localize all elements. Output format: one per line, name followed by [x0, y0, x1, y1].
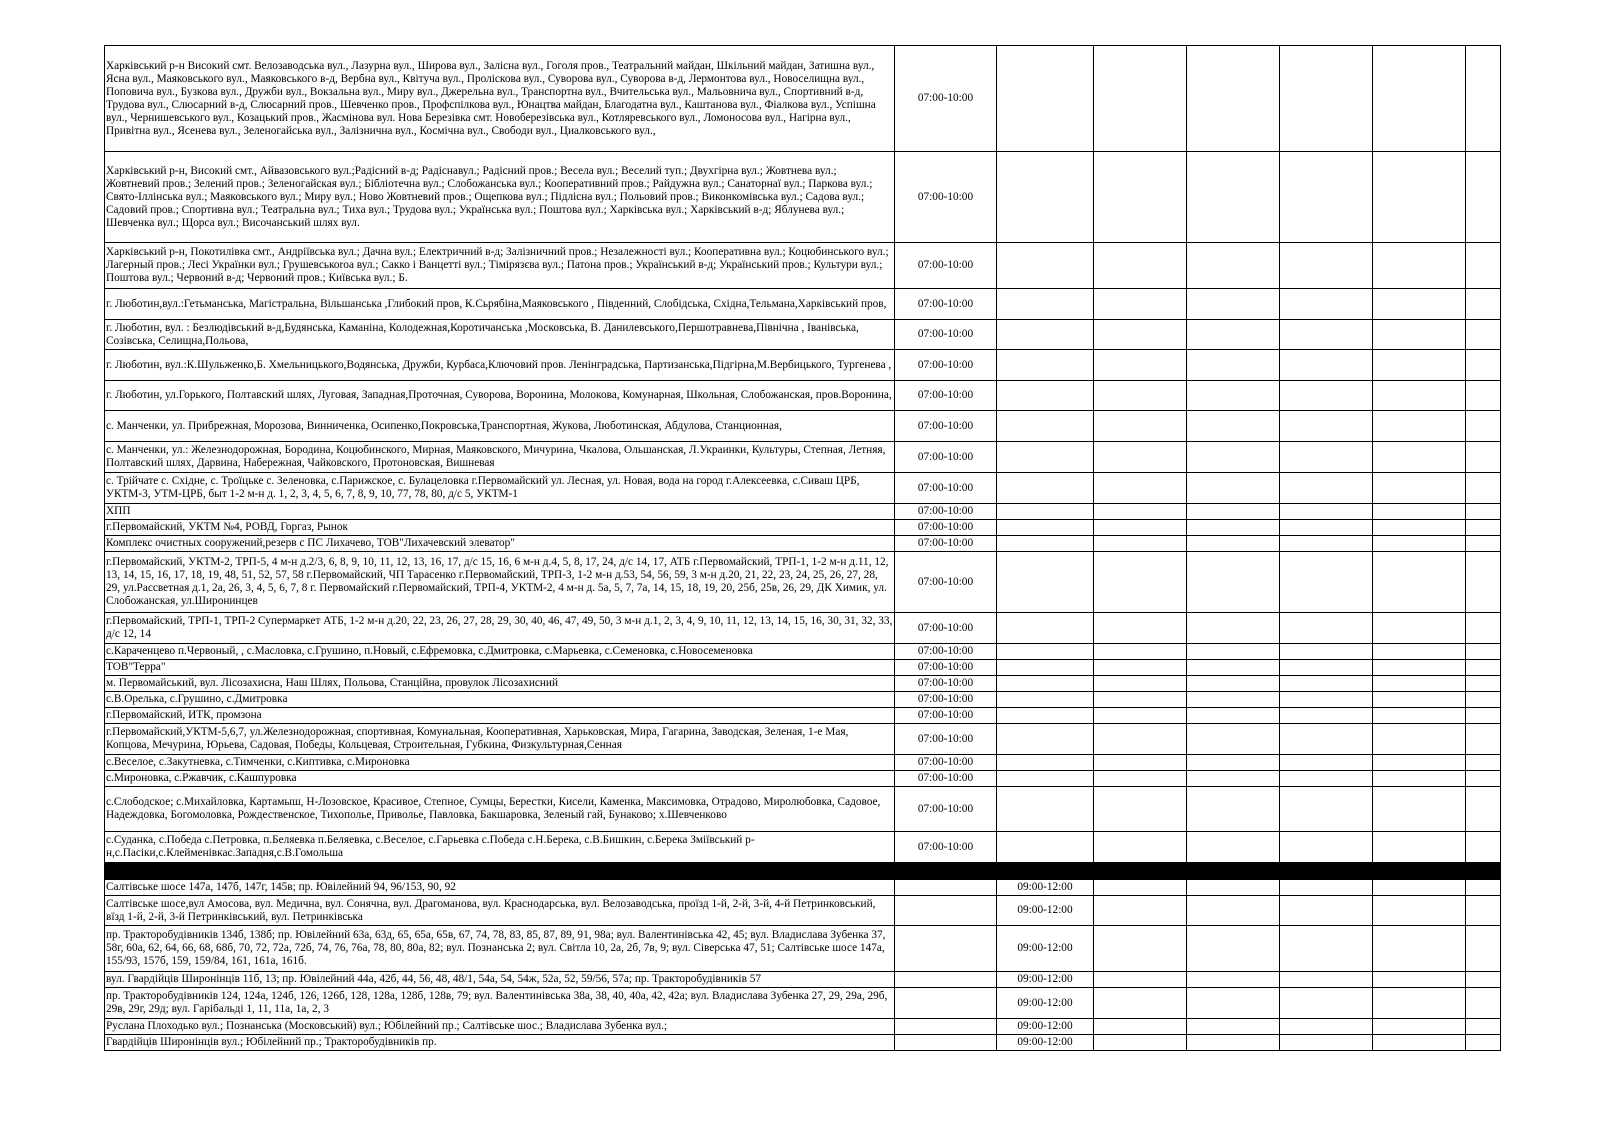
empty-cell	[1094, 381, 1187, 411]
empty-cell	[1280, 724, 1373, 755]
empty-cell	[1187, 787, 1280, 832]
section-divider-cell	[105, 863, 1501, 880]
time-cell-day2	[997, 552, 1094, 613]
time-cell-day1: 07:00-10:00	[895, 787, 997, 832]
time-cell-day1	[895, 988, 997, 1019]
empty-cell	[1373, 152, 1466, 243]
empty-cell	[1280, 988, 1373, 1019]
empty-cell	[1373, 552, 1466, 613]
table-row	[105, 676, 1501, 692]
empty-cell	[1094, 289, 1187, 320]
empty-cell	[1094, 832, 1187, 863]
empty-cell	[1187, 350, 1280, 381]
empty-cell	[1466, 289, 1501, 320]
empty-cell	[1187, 926, 1280, 972]
time-cell-day1: 07:00-10:00	[895, 350, 997, 381]
empty-cell	[1373, 46, 1466, 152]
empty-cell	[1280, 613, 1373, 644]
address-cell: с. Трійчате с. Східне, с. Троїцьке с. Зеленовка, с.Парижское, с. Булацеловка г.Первомайский ул. Лесная, ул. Новая, вода на город г.Алексеевка, с.Сиваш ЦРБ, УКТМ-3, УТМ-ЦРБ, быт 1-2 м-н д. 1, 2, 3, 4, 5, 6, 7, 8, 9, 10, 77, 78, 80, д/с 5, УКТМ-1	[105, 473, 895, 504]
empty-cell	[1373, 787, 1466, 832]
empty-cell	[1280, 787, 1373, 832]
table-row	[105, 381, 1501, 411]
empty-cell	[1094, 243, 1187, 289]
empty-cell	[1187, 411, 1280, 442]
address-cell: Салтівське шосе,вул Амосова, вул. Медична, вул. Сонячна, вул. Драгоманова, вул. Краснодарська, вул. Велозаводська, проїзд 1-й, 2-й, 3-й, 4-й Петринковський, вїзд 1-й, 2-й, 3-й Петринківський, вул. Петринківська	[105, 896, 895, 926]
empty-cell	[1280, 536, 1373, 552]
empty-cell	[1187, 708, 1280, 724]
empty-cell	[1466, 988, 1501, 1019]
empty-cell	[1094, 1019, 1187, 1035]
empty-cell	[1094, 676, 1187, 692]
outage-schedule-table	[104, 45, 1501, 1051]
time-cell-day1: 07:00-10:00	[895, 442, 997, 473]
time-cell-day2	[997, 692, 1094, 708]
empty-cell	[1280, 552, 1373, 613]
table-row	[105, 320, 1501, 350]
table-row	[105, 243, 1501, 289]
empty-cell	[1466, 1035, 1501, 1051]
time-cell-day2	[997, 660, 1094, 676]
empty-cell	[1094, 988, 1187, 1019]
time-cell-day1	[895, 880, 997, 896]
time-cell-day1	[895, 1019, 997, 1035]
time-cell-day1: 07:00-10:00	[895, 473, 997, 504]
empty-cell	[1187, 320, 1280, 350]
time-cell-day2	[997, 771, 1094, 787]
empty-cell	[1280, 152, 1373, 243]
empty-cell	[1187, 152, 1280, 243]
empty-cell	[1280, 350, 1373, 381]
empty-cell	[1094, 411, 1187, 442]
table-row	[105, 724, 1501, 755]
empty-cell	[1466, 411, 1501, 442]
empty-cell	[1466, 660, 1501, 676]
empty-cell	[1373, 880, 1466, 896]
address-cell: Руслана Плоходько вул.; Познанська (Московський) вул.; Юбілейний пр.; Салтівське шос.; Владислава Зубенка вул.;	[105, 1019, 895, 1035]
empty-cell	[1280, 708, 1373, 724]
empty-cell	[1280, 520, 1373, 536]
empty-cell	[1094, 926, 1187, 972]
empty-cell	[1187, 755, 1280, 771]
empty-cell	[1187, 692, 1280, 708]
time-cell-day1: 07:00-10:00	[895, 676, 997, 692]
address-cell: Харківський р-н Високий смт. Велозаводська вул., Лазурна вул., Широва вул., Залісна вул., Гоголя пров., Театральний майдан, Шкільний майдан, Затишна вул., Ясна вул., Маяковського вул., Маяковського в-д, Вербна вул., Квітуча вул., Пролісковa вул., Суворова вул., Суворова в-д, Лермонтова вул., Новоселищна вул., Поповича вул., Бузкова вул., Дружби вул., Вокзальна вул., Миру вул., Джерельна вул., Транспортна вул., Вчительська вул., Мальовнича вул., Спортивний в-д, Трудова вул., Слюсарний в-д, Слюсарний пров., Шевченко пров., Профспілкова вул., Юнацтва майдан, Благодатна вул., Каштанова вул., Фіалкова вул., Успішна вул., Чернишевського вул., Козацький пров., Жасмінова вул. Нова Березівка смт. Новоберезівська вул., Котляревського вул., Ломоносова вул., Нагірна вул., Привітна вул., Ясенева вул., Зеленогайська вул., Залізнична вул., Космічна вул., Свободи вул., Циалковського вул.,	[105, 46, 895, 152]
address-cell: с. Манченки, ул. Прибрежная, Морозова, Винниченка, Осипенко,Покровська,Транспортная, Жукова, Люботинская, Абдулова, Станционная,	[105, 411, 895, 442]
empty-cell	[1280, 46, 1373, 152]
table-row	[105, 520, 1501, 536]
time-cell-day2	[997, 152, 1094, 243]
time-cell-day2	[997, 708, 1094, 724]
time-cell-day1: 07:00-10:00	[895, 152, 997, 243]
empty-cell	[1466, 320, 1501, 350]
empty-cell	[1466, 243, 1501, 289]
time-cell-day2	[997, 520, 1094, 536]
empty-cell	[1094, 1035, 1187, 1051]
address-cell: м. Первомайський, вул. Лісозахисна, Наш Шлях, Польова, Станційна, провулок Лісозахисний	[105, 676, 895, 692]
empty-cell	[1373, 381, 1466, 411]
empty-cell	[1373, 504, 1466, 520]
time-cell-day1	[895, 972, 997, 988]
empty-cell	[1373, 644, 1466, 660]
schedule-rows	[105, 46, 1501, 1051]
empty-cell	[1187, 676, 1280, 692]
time-cell-day1: 07:00-10:00	[895, 832, 997, 863]
empty-cell	[1280, 926, 1373, 972]
address-cell: г. Люботин, вул.:К.Шульженко,Б. Хмельницького,Водянська, Дружби, Курбаса,Ключовий пров. Ленінградська, Партизанська,Підгірна,М.Вербицького, Тургенева ,	[105, 350, 895, 381]
empty-cell	[1373, 520, 1466, 536]
address-cell: с.Суданка, с.Победа с.Петровка, п.Беляевка п.Беляевка, с.Веселое, с.Гарьевка с.Победа с.Н.Берека, с.В.Бишкин, с.Берека Зміївський р-н,с.Пасіки,с.Клейменівкас.Западня,с.В.Гомольша	[105, 832, 895, 863]
empty-cell	[1280, 289, 1373, 320]
empty-cell	[1373, 613, 1466, 644]
time-cell-day2	[997, 381, 1094, 411]
empty-cell	[1280, 644, 1373, 660]
empty-cell	[1373, 350, 1466, 381]
empty-cell	[1466, 552, 1501, 613]
empty-cell	[1094, 755, 1187, 771]
time-cell-day2	[997, 243, 1094, 289]
time-cell-day1: 07:00-10:00	[895, 724, 997, 755]
empty-cell	[1466, 613, 1501, 644]
time-cell-day2: 09:00-12:00	[997, 926, 1094, 972]
address-cell: г.Первомайский,УКТМ-5,6,7, ул.Железнодорожная, спортивная, Комунальная, Кооперативная, Харьковская, Мира, Гагарина, Заводская, Зеленая, 1-е Мая, Копцова, Мечурина, Юрьева, Садовая, Победы, Кольцевая, Строительная, Губкина, Физкультурная,Сенная	[105, 724, 895, 755]
empty-cell	[1094, 46, 1187, 152]
empty-cell	[1187, 442, 1280, 473]
empty-cell	[1187, 46, 1280, 152]
time-cell-day2	[997, 676, 1094, 692]
empty-cell	[1094, 442, 1187, 473]
time-cell-day2: 09:00-12:00	[997, 972, 1094, 988]
address-cell: Харківський р-н, Високий смт., Айвазовського вул.;Радісний в-д; Радіснавул.; Радісний пров.; Весела вул.; Веселий туп.; Двухгірна вул.; Жовтнева вул.; Жовтневий пров.; Зелений пров.; Зеленогайская вул.; Бібліотечна вул.; Слобожанська вул.; Кооперативний пров.; Райдужна вул.; Санаторнаї вул.; Паркова вул.; Свято-Іллінська вул.; Маяковського вул.; Миру вул.; Ново Жовтневий пров.; Ощепкова вул.; Підлісна вул.; Польовий пров.; Виконкомівська вул.; Садова вул.; Садовий пров.; Спортивна вул.; Театральна вул.; Тиха вул.; Трудова вул.; Українська вул.; Поштова вул.; Харківська вул.; Харківський в-д; Яблунева вул.; Шевченка вул.; Щорса вул.; Височанський шлях вул.	[105, 152, 895, 243]
empty-cell	[1187, 660, 1280, 676]
time-cell-day2	[997, 46, 1094, 152]
time-cell-day1	[895, 1035, 997, 1051]
time-cell-day1: 07:00-10:00	[895, 46, 997, 152]
address-cell: г. Люботин, ул.Горького, Полтавский шлях, Луговая, Западная,Проточная, Суворова, Воронина, Молокова, Комунарная, Школьная, Слобожанская, пров.Воронина,	[105, 381, 895, 411]
empty-cell	[1094, 504, 1187, 520]
time-cell-day1: 07:00-10:00	[895, 320, 997, 350]
empty-cell	[1094, 473, 1187, 504]
empty-cell	[1373, 724, 1466, 755]
time-cell-day2	[997, 411, 1094, 442]
empty-cell	[1094, 724, 1187, 755]
address-cell: г. Люботин, вул. : Безлюдівський в-д,Будянська, Каманіна, Колодежная,Коротичанська ,Московська, В. Данилевського,Першотравнева,Північна , Іванівська, Созівська, Селищна,Польова,	[105, 320, 895, 350]
empty-cell	[1373, 473, 1466, 504]
empty-cell	[1187, 724, 1280, 755]
empty-cell	[1373, 536, 1466, 552]
empty-cell	[1187, 1019, 1280, 1035]
table-row	[105, 692, 1501, 708]
table-row	[105, 972, 1501, 988]
table-row	[105, 152, 1501, 243]
empty-cell	[1466, 381, 1501, 411]
empty-cell	[1466, 926, 1501, 972]
time-cell-day2: 09:00-12:00	[997, 1019, 1094, 1035]
empty-cell	[1466, 832, 1501, 863]
empty-cell	[1373, 926, 1466, 972]
table-row	[105, 708, 1501, 724]
empty-cell	[1373, 442, 1466, 473]
table-row	[105, 442, 1501, 473]
empty-cell	[1280, 1019, 1373, 1035]
time-cell-day1: 07:00-10:00	[895, 771, 997, 787]
empty-cell	[1466, 755, 1501, 771]
empty-cell	[1094, 552, 1187, 613]
address-cell: г.Первомайский, УКТМ №4, РОВД, Горгаз, Рынок	[105, 520, 895, 536]
table-row	[105, 988, 1501, 1019]
address-cell: с.Слободское; с.Михайловка, Картамыш, Н-Лозовское, Красивое, Степное, Сумцы, Берестки, Кисели, Каменка, Максимовка, Отрадово, Миролюбовка, Садовое, Надеждовка, Богомоловка, Рождественское, Тихополье, Приволье, Павловка, Бакшаровка, Зеленый гай, Бунаково; х.Шевченково	[105, 787, 895, 832]
time-cell-day1: 07:00-10:00	[895, 289, 997, 320]
empty-cell	[1280, 442, 1373, 473]
empty-cell	[1373, 896, 1466, 926]
address-cell: Салтівське шосе 147а, 147б, 147г, 145в; пр. Ювілейний 94, 96/153, 90, 92	[105, 880, 895, 896]
empty-cell	[1094, 771, 1187, 787]
empty-cell	[1466, 880, 1501, 896]
empty-cell	[1373, 411, 1466, 442]
empty-cell	[1094, 152, 1187, 243]
empty-cell	[1094, 880, 1187, 896]
address-cell: Гвардійців Широнінців вул.; Юбілейний пр.; Тракторобудівників пр.	[105, 1035, 895, 1051]
empty-cell	[1187, 771, 1280, 787]
empty-cell	[1466, 442, 1501, 473]
empty-cell	[1466, 473, 1501, 504]
empty-cell	[1280, 381, 1373, 411]
address-cell: Комплекс очистных сооружений,резерв с ПС Лихачево, ТОВ"Лихачевский элеватор"	[105, 536, 895, 552]
empty-cell	[1094, 896, 1187, 926]
empty-cell	[1187, 896, 1280, 926]
address-cell: с.Караченцево п.Червоный, , с.Масловка, с.Грушино, п.Новый, с.Ефремовка, с.Дмитровка, с.Марьевка, с.Семеновка, с.Новосеменовка	[105, 644, 895, 660]
table-row	[105, 896, 1501, 926]
empty-cell	[1466, 787, 1501, 832]
time-cell-day2	[997, 787, 1094, 832]
empty-cell	[1187, 381, 1280, 411]
empty-cell	[1280, 504, 1373, 520]
address-cell: с.Веселое, с.Закутневка, с.Тимченки, с.Киптивка, с.Мироновка	[105, 755, 895, 771]
empty-cell	[1280, 320, 1373, 350]
address-cell: г.Первомайский, ТРП-1, ТРП-2 Супермаркет АТБ, 1-2 м-н д.20, 22, 23, 26, 27, 28, 29, 30, 40, 46, 47, 49, 50, 3 м-н д.1, 2, 3, 4, 9, 10, 11, 12, 13, 14, 15, 16, 30, 31, 32, 33, д/с 12, 14	[105, 613, 895, 644]
table-row	[105, 755, 1501, 771]
empty-cell	[1280, 880, 1373, 896]
time-cell-day2: 09:00-12:00	[997, 880, 1094, 896]
section-divider	[105, 863, 1501, 880]
time-cell-day2	[997, 755, 1094, 771]
time-cell-day2	[997, 644, 1094, 660]
empty-cell	[1280, 832, 1373, 863]
empty-cell	[1466, 708, 1501, 724]
empty-cell	[1187, 504, 1280, 520]
empty-cell	[1094, 350, 1187, 381]
empty-cell	[1280, 1035, 1373, 1051]
empty-cell	[1094, 660, 1187, 676]
empty-cell	[1187, 832, 1280, 863]
time-cell-day2	[997, 613, 1094, 644]
empty-cell	[1373, 988, 1466, 1019]
empty-cell	[1373, 832, 1466, 863]
time-cell-day2	[997, 724, 1094, 755]
empty-cell	[1466, 350, 1501, 381]
empty-cell	[1187, 988, 1280, 1019]
empty-cell	[1094, 520, 1187, 536]
empty-cell	[1280, 411, 1373, 442]
empty-cell	[1373, 289, 1466, 320]
empty-cell	[1373, 320, 1466, 350]
empty-cell	[1466, 520, 1501, 536]
empty-cell	[1373, 1019, 1466, 1035]
time-cell-day1: 07:00-10:00	[895, 692, 997, 708]
address-cell: с. Манченки, ул.: Железнодорожная, Бородина, Коцюбинского, Мирная, Маяковского, Мичурина, Чкалова, Ольшанская, Л.Украинки, Культуры, Степная, Летняя, Полтавский шлях, Дарвина, Набережная, Чайковского, Протоновская, Вишневая	[105, 442, 895, 473]
time-cell-day1: 07:00-10:00	[895, 708, 997, 724]
empty-cell	[1187, 972, 1280, 988]
address-cell: с.В.Орелька, с.Грушино, с.Дмитровка	[105, 692, 895, 708]
table-row	[105, 46, 1501, 152]
time-cell-day2: 09:00-12:00	[997, 1035, 1094, 1051]
empty-cell	[1280, 755, 1373, 771]
empty-cell	[1280, 692, 1373, 708]
empty-cell	[1187, 289, 1280, 320]
empty-cell	[1280, 972, 1373, 988]
table-row	[105, 552, 1501, 613]
address-cell: Харківський р-н, Покотилівка смт., Андріївська вул.; Дачна вул.; Електричний в-д; Залізничний пров.; Незалежності вул.; Кооперативна вул.; Коцюбинського вул.; Лагерный пров.; Лесі Українки вул.; Грушевськоroa вул.; Сакко і Ванцетті вул.; Тімірязєва вул.; Патона пров.; Український в-д; Український пров.; Культури вул.; Поштова вул.; Червоний в-д; Червоний пров.; Київська вул.; Б.	[105, 243, 895, 289]
empty-cell	[1373, 676, 1466, 692]
empty-cell	[1187, 552, 1280, 613]
address-cell: г.Первомайский, ИТК, промзона	[105, 708, 895, 724]
address-cell: ТОВ"Терра"	[105, 660, 895, 676]
empty-cell	[1280, 896, 1373, 926]
table-row	[105, 350, 1501, 381]
time-cell-day2	[997, 442, 1094, 473]
table-row	[105, 1035, 1501, 1051]
time-cell-day1: 07:00-10:00	[895, 755, 997, 771]
empty-cell	[1466, 972, 1501, 988]
empty-cell	[1094, 972, 1187, 988]
time-cell-day1: 07:00-10:00	[895, 552, 997, 613]
time-cell-day1: 07:00-10:00	[895, 536, 997, 552]
empty-cell	[1094, 644, 1187, 660]
address-cell: ХПП	[105, 504, 895, 520]
empty-cell	[1373, 243, 1466, 289]
time-cell-day1: 07:00-10:00	[895, 613, 997, 644]
empty-cell	[1466, 644, 1501, 660]
empty-cell	[1187, 613, 1280, 644]
table-row	[105, 660, 1501, 676]
address-cell: пр. Тракторобудівників 134б, 138б; пр. Ювілейний 63а, 63д, 65, 65а, 65в, 67, 74, 78, 83, 85, 87, 89, 91, 98а; вул. Валентинівська 42, 45; вул. Владислава Зубенка 37, 58г, 60а, 62, 64, 66, 68, 68б, 70, 72, 72а, 72б, 74, 76, 76а, 78, 80, 80а, 82; вул. Познанська 2; вул. Світла 10, 2а, 2б, 7в, 9; вул. Сіверська 47, 51; Салтівське шосе 147а, 155/93, 157б, 159, 159/84, 161, 161а, 161б.	[105, 926, 895, 972]
time-cell-day2: 09:00-12:00	[997, 896, 1094, 926]
empty-cell	[1466, 504, 1501, 520]
time-cell-day1: 07:00-10:00	[895, 411, 997, 442]
table-row	[105, 536, 1501, 552]
empty-cell	[1466, 676, 1501, 692]
empty-cell	[1187, 1035, 1280, 1051]
empty-cell	[1280, 676, 1373, 692]
empty-cell	[1280, 473, 1373, 504]
empty-cell	[1094, 320, 1187, 350]
empty-cell	[1373, 972, 1466, 988]
time-cell-day2	[997, 504, 1094, 520]
empty-cell	[1466, 152, 1501, 243]
time-cell-day1: 07:00-10:00	[895, 504, 997, 520]
empty-cell	[1280, 771, 1373, 787]
empty-cell	[1466, 1019, 1501, 1035]
time-cell-day1: 07:00-10:00	[895, 520, 997, 536]
address-cell: г. Люботин,вул.:Гетьманська, Магістральна, Вільшанська ,Глибокий пров, К.Сьрябіна,Маяковського , Південний, Слобідська, Східна,Тельмана,Харківський пров,	[105, 289, 895, 320]
empty-cell	[1187, 520, 1280, 536]
empty-cell	[1187, 536, 1280, 552]
time-cell-day2	[997, 473, 1094, 504]
empty-cell	[1187, 644, 1280, 660]
time-cell-day1: 07:00-10:00	[895, 381, 997, 411]
empty-cell	[1466, 724, 1501, 755]
address-cell: с.Мироновка, с.Ржавчик, с.Кашпуровка	[105, 771, 895, 787]
time-cell-day1: 07:00-10:00	[895, 644, 997, 660]
table-row	[105, 880, 1501, 896]
table-row	[105, 644, 1501, 660]
time-cell-day2	[997, 289, 1094, 320]
time-cell-day2: 09:00-12:00	[997, 988, 1094, 1019]
empty-cell	[1373, 1035, 1466, 1051]
empty-cell	[1187, 243, 1280, 289]
table-row	[105, 771, 1501, 787]
time-cell-day1	[895, 896, 997, 926]
time-cell-day1: 07:00-10:00	[895, 660, 997, 676]
empty-cell	[1373, 692, 1466, 708]
empty-cell	[1373, 771, 1466, 787]
address-cell: вул. Гвардійців Широнінців 11б, 13; пр. Ювілейний 44а, 42б, 44, 56, 48, 48/1, 54а, 54, 54ж, 52а, 52, 59/56, 57а; пр. Тракторобудівників 57	[105, 972, 895, 988]
time-cell-day2	[997, 320, 1094, 350]
table-row	[105, 1019, 1501, 1035]
time-cell-day1	[895, 926, 997, 972]
empty-cell	[1280, 243, 1373, 289]
table-row	[105, 787, 1501, 832]
table-row	[105, 504, 1501, 520]
empty-cell	[1466, 46, 1501, 152]
empty-cell	[1373, 660, 1466, 676]
time-cell-day2	[997, 350, 1094, 381]
time-cell-day1: 07:00-10:00	[895, 243, 997, 289]
empty-cell	[1187, 473, 1280, 504]
empty-cell	[1094, 692, 1187, 708]
empty-cell	[1373, 755, 1466, 771]
table-row	[105, 926, 1501, 972]
address-cell: пр. Тракторобудівників 124, 124а, 124б, 126, 126б, 128, 128а, 128б, 128в, 79; вул. Валентинівська 38а, 38, 40, 40а, 42, 42а; вул. Владислава Зубенка 27, 29, 29а, 29б, 29в, 29г, 29д; вул. Гарібальді 1, 11, 11а, 1а, 2, 3	[105, 988, 895, 1019]
empty-cell	[1466, 536, 1501, 552]
empty-cell	[1373, 708, 1466, 724]
empty-cell	[1187, 880, 1280, 896]
empty-cell	[1466, 771, 1501, 787]
empty-cell	[1094, 613, 1187, 644]
empty-cell	[1094, 787, 1187, 832]
empty-cell	[1466, 896, 1501, 926]
empty-cell	[1094, 708, 1187, 724]
schedule-page	[104, 45, 1501, 1051]
time-cell-day2	[997, 536, 1094, 552]
empty-cell	[1466, 692, 1501, 708]
address-cell: г.Первомайский, УКТМ-2, ТРП-5, 4 м-н д.2/3, 6, 8, 9, 10, 11, 12, 13, 16, 17, д/с 15, 16, 6 м-н д.4, 5, 8, 17, 24, д/с 14, 17, АТБ г.Первомайский, ТРП-1, 1-2 м-н д.11, 12, 13, 14, 15, 16, 17, 18, 19, 48, 51, 52, 57, 58 г.Первомайский, ЧП Тарасенко г.Первомайский, ТРП-3, 1-2 м-н д.53, 54, 56, 59, 3 м-н д.20, 21, 22, 23, 24, 25, 26, 27, 28, 29, ул.Рассветная д.1, 2а, 26, 3, 4, 5, 6, 7, 8 г. Первомайский г.Первомайский, ТРП-4, УКТМ-2, 4 м-н д. 5а, 5, 7, 7а, 14, 15, 18, 19, 20, 25б, 25в, 26, 29, ДК Химик, ул. Слобожанская, ул.Широнинцев	[105, 552, 895, 613]
table-row	[105, 832, 1501, 863]
table-row	[105, 473, 1501, 504]
table-row	[105, 613, 1501, 644]
table-row	[105, 411, 1501, 442]
time-cell-day2	[997, 832, 1094, 863]
table-row	[105, 289, 1501, 320]
empty-cell	[1280, 660, 1373, 676]
empty-cell	[1094, 536, 1187, 552]
